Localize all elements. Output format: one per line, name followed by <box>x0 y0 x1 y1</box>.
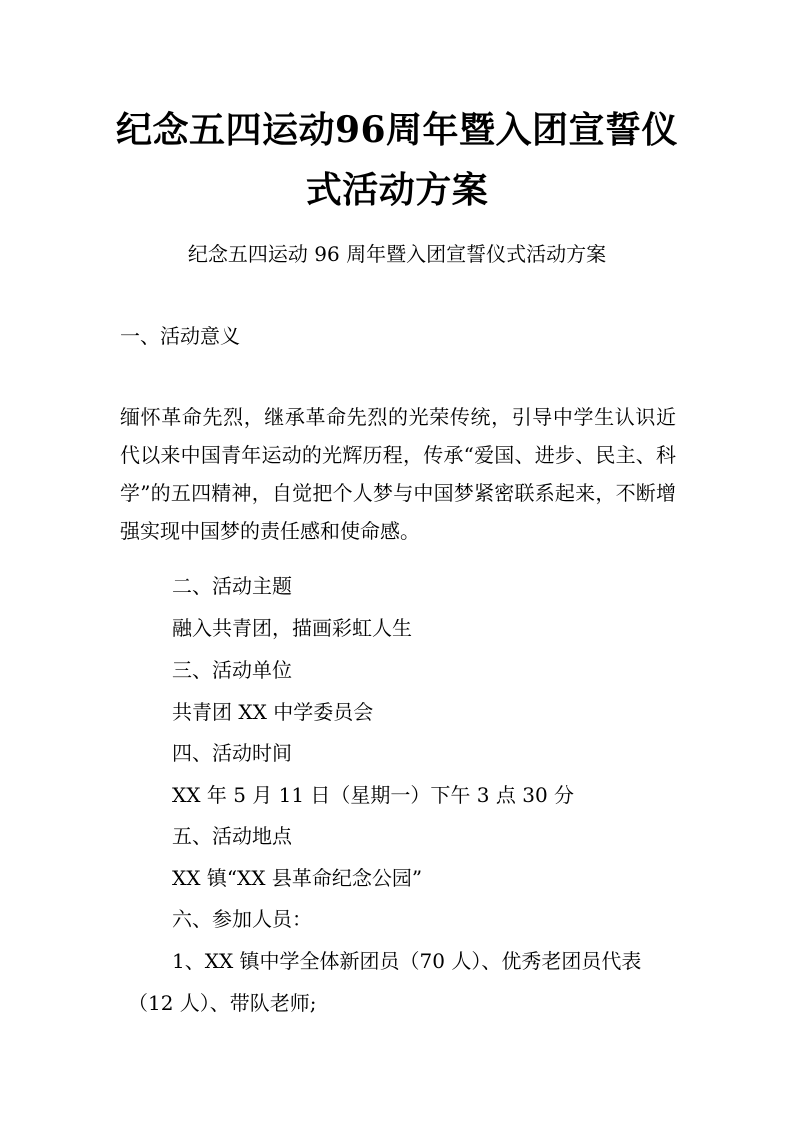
document-title-line-2: 式活动方案 <box>305 169 489 211</box>
document-title-line-1: 纪念五四运动96周年暨入团宣誓仪 <box>115 109 679 151</box>
section-body-location: XX 镇“XX 县革命纪念公园” <box>172 866 423 890</box>
section-heading-participants: 六、参加人员： <box>172 907 312 931</box>
section-body-significance: 缅怀革命先烈，继承革命先烈的光荣传统，引导中学生认识近代以来中国青年运动的光辉历程，传承“爱国、进步、民主、科学”的五四精神，自觉把个人梦与中国梦紧密联系起来，不断增强实现中国梦的责任感和使命感。 <box>120 405 676 543</box>
section-heading-time: 四、活动时间 <box>172 741 292 765</box>
participants-item-1-line-2: （12 人）、带队老师; <box>128 991 317 1015</box>
section-body-theme: 融入共青团，描画彩虹人生 <box>172 616 412 640</box>
section-heading-organizer: 三、活动单位 <box>172 658 292 682</box>
section-body-time: XX 年 5 月 11 日（星期一）下午 3 点 30 分 <box>172 783 575 807</box>
participants-item-1-line-1: 1、XX 镇中学全体新团员（70 人）、优秀老团员代表 <box>172 949 642 973</box>
section-body-organizer: 共青团 XX 中学委员会 <box>172 700 374 724</box>
section-heading-significance: 一、活动意义 <box>120 324 240 348</box>
section-heading-theme: 二、活动主题 <box>172 574 292 598</box>
section-heading-location: 五、活动地点 <box>172 824 292 848</box>
document-subtitle: 纪念五四运动 96 周年暨入团宣誓仪式活动方案 <box>187 242 607 266</box>
